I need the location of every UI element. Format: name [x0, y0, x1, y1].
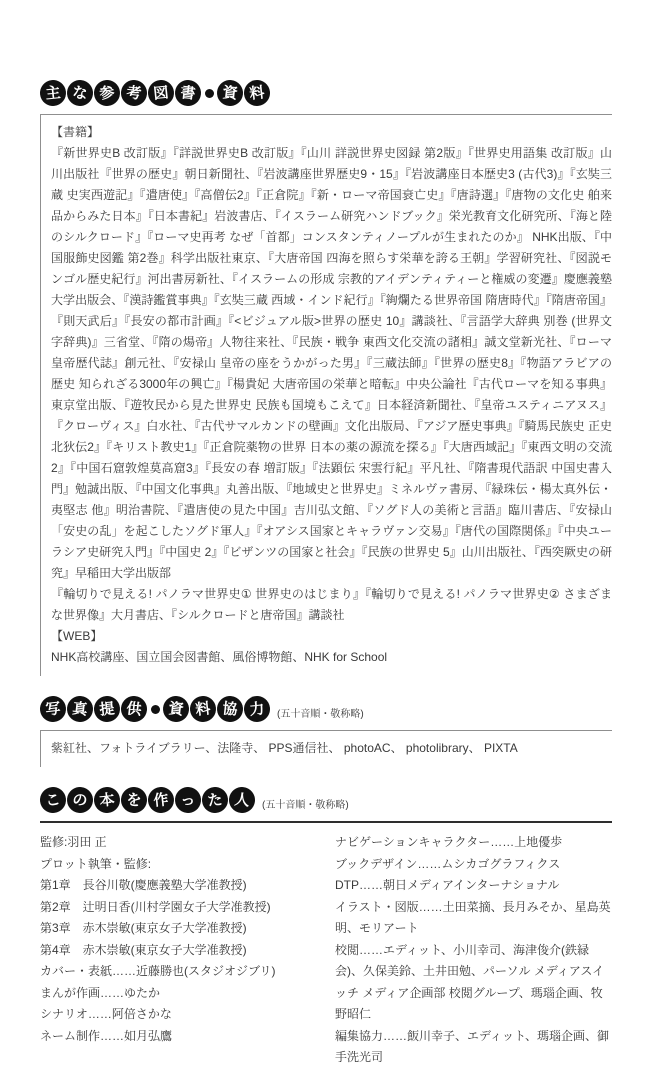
heading-circle-char: 資 [216, 79, 245, 108]
credit-line: 第1章 長谷川敬(慶應義塾大学准教授) [40, 878, 247, 892]
heading-circle-char: 参 [93, 79, 122, 108]
credit-line: プロット執筆・監修: [40, 856, 152, 871]
photo-credits-heading [40, 696, 612, 722]
made-by-note: (五十音順・敬称略) [262, 800, 349, 811]
heading-circle-char: 料 [189, 695, 218, 724]
photo-credits-note: (五十音順・敬称略) [277, 709, 364, 720]
heading-circle-char: 考 [120, 79, 149, 108]
credit-line: カバー・表紙……近藤勝也(スタジオジブリ) [40, 964, 276, 978]
credit-line: DTP……朝日メディアインターナショナル [335, 878, 560, 892]
heading-circle-char: 人 [228, 786, 257, 815]
credits-right-column [335, 832, 612, 1069]
heading-circle-char: っ [174, 786, 203, 815]
heading-circle-char: 真 [66, 695, 95, 724]
books-paragraph-2: 『輪切りで見える! パノラマ世界史① 世界史のはじまり』『輪切りで見える! パノラマ世界史② さまざまな世界像』大月書店、『シルクロードと唐帝国』講談社 [51, 587, 612, 622]
credit-line: ナビゲーションキャラクター……上地優歩 [335, 835, 563, 849]
references-heading-circles [40, 80, 271, 106]
credits-divider [40, 821, 612, 823]
credit-line: イラスト・図版……土田菜摘、長月みそか、星島英明、モリアート [335, 899, 611, 935]
credit-line: ブックデザイン……ムシカゴグラフィクス [335, 856, 561, 871]
heading-circle-char: 本 [93, 786, 122, 815]
photo-credits-body: 紫紅社、フォトライブラリー、法隆寺、 PPS通信社、 photoAC、 photolibrary、 PIXTA [51, 741, 518, 755]
web-sources: NHK高校講座、国立国会図書館、風俗博物館、NHK for School [51, 650, 388, 664]
heading-circle-char: な [66, 79, 95, 108]
heading-circle-char: 提 [93, 695, 122, 724]
credit-line: 監修:羽田 正 [40, 835, 107, 849]
credit-line: 校閲……エディット、小川幸司、海津俊介(鉄緑会)、久保美鈴、土井田勉、パーソル メディアスイッチ メディア企画部 校閲グループ、瑪瑙企画、牧野昭仁 [335, 942, 605, 1021]
made-by-heading [40, 787, 612, 813]
credit-line: 第3章 赤木崇敏(東京女子大学准教授) [40, 921, 247, 935]
heading-circle-char: た [201, 786, 230, 815]
heading-circle-char: 料 [243, 79, 272, 108]
photo-credits-block [40, 730, 612, 767]
heading-dot [205, 89, 214, 98]
heading-circle-char: 主 [39, 79, 68, 108]
photo-credits-heading-circles [40, 696, 271, 722]
heading-circle-char: こ [39, 786, 68, 815]
credit-line: 第4章 赤木崇敏(東京女子大学准教授) [40, 942, 247, 957]
references-block [40, 114, 612, 676]
made-by-heading-circles [40, 787, 256, 813]
heading-circle-char: 写 [39, 695, 68, 724]
books-paragraph-1: 『新世界史B 改訂版』『詳説世界史B 改訂版』『山川 詳説世界史図録 第2版』『世界史用語集 改訂版』山川出版社『世界の歴史』朝日新聞社、『岩波講座世界歴史9・15』『岩波講座日本歴史3 (古代3)』『玄奘三蔵 史実西遊記』『遣唐使』『高僧伝2』『正倉院』『新・ローマ帝国衰亡史』『唐詩選』『唐物の文化史 舶来品からみた日本』『日本書紀』岩波書店、『イスラーム研究ハンドブック』栄光教育文化研究所、『海と陸のシルクロード』『ローマ史再考 なぜ「首都」コンスタンティノープルが生まれたのか』 NHK出版、『中国服飾史図鑑 第2巻』科学出版社東京、『大唐帝国 四海を照らす栄華を誇る王朝』学習研究社、『図説モンゴル歴史紀行』河出書房新社、『イスラームの形成 宗教的アイデンティティーと権威の変遷』慶應義塾大学出版会、『漢詩鑑賞事典』『玄奘三蔵 西域・インド紀行』『絢爛たる世界帝国 隋唐時代』『隋唐帝国』『則天武后』『長安の都市計画』『<ビジュアル版>世界の歴史 10』講談社、『言語学大辞典 別巻 (世界文字辞典)』三省堂、『隋の煬帝』人物往来社、『民族・戦争 東西文化交流の諸相』誠文堂新光社、『ローマ皇帝歴代誌』創元社、『安禄山 皇帝の座をうかがった男』『三蔵法師』『世界の歴史8』『物語アラビアの歴史 知られざる3000年の興亡』『楊貴妃 大唐帝国の栄華と暗転』中央公論社『古代ローマを知る事典』東京堂出版、『遊牧民から見た世界史 民族も国境もこえて』日本経済新聞社、『皇帝ユスティニアヌス』『クローヴィス』白水社、『古代サマルカンドの壁画』文化出版局、『アジア歴史事典』『騎馬民族史 正史北狄伝2』『キリスト教史1』『正倉院薬物の世界 日本の薬の源流を探る』『大唐西域記』『東西文明の交流2』『中国石窟敦煌莫高窟3』『長安の春 増訂版』『法顕伝 宋雲行紀』平凡社、『隋書現代語訳 中国史書入門』勉誠出版、『中国文化事典』丸善出版、『地域史と世界史』ミネルヴァ書房、『緑珠伝・楊太真外伝・夷堅志 他』明治書院、『遣唐使の見た中国』吉川弘文館、『ソグド人の美術と言語』臨川書店、『安禄山 「安史の乱」を起こしたソグド軍人』『オアシス国家とキャラヴァン交易』『唐代の国際関係』『中央ユーラシア史研究入門』『中国史 2』『ビザンツの国家と社会』『民族の世界史 5』山川出版社、『西突厥史の研究』早稲田大学出版部 [51, 146, 612, 580]
credit-line: シナリオ……阿倍さかな [40, 1007, 172, 1021]
credit-line: 第2章 辻明日香(川村学園女子大学准教授) [40, 899, 271, 914]
heading-circle-char: 資 [162, 695, 191, 724]
heading-circle-char: の [66, 786, 95, 815]
references-heading [40, 80, 612, 106]
credits-left-column [40, 832, 317, 1069]
heading-circle-char: 協 [216, 695, 245, 724]
books-label: 【書籍】 [51, 125, 100, 139]
credit-line: まんが作画……ゆたか [40, 985, 161, 1000]
credit-line: 編集協力……飯川幸子、エディット、瑪瑙企画、御手洗光司 [335, 1028, 609, 1064]
credits-columns [40, 832, 612, 1069]
heading-circle-char: 図 [147, 79, 176, 108]
heading-circle-char: 作 [147, 786, 176, 815]
credit-line: ネーム制作……如月弘鷹 [40, 1028, 173, 1043]
web-label: 【WEB】 [51, 629, 103, 643]
heading-dot [151, 705, 160, 714]
heading-circle-char: 供 [120, 695, 149, 724]
heading-circle-char: を [120, 786, 149, 815]
heading-circle-char: 書 [174, 79, 203, 108]
heading-circle-char: 力 [243, 695, 272, 724]
